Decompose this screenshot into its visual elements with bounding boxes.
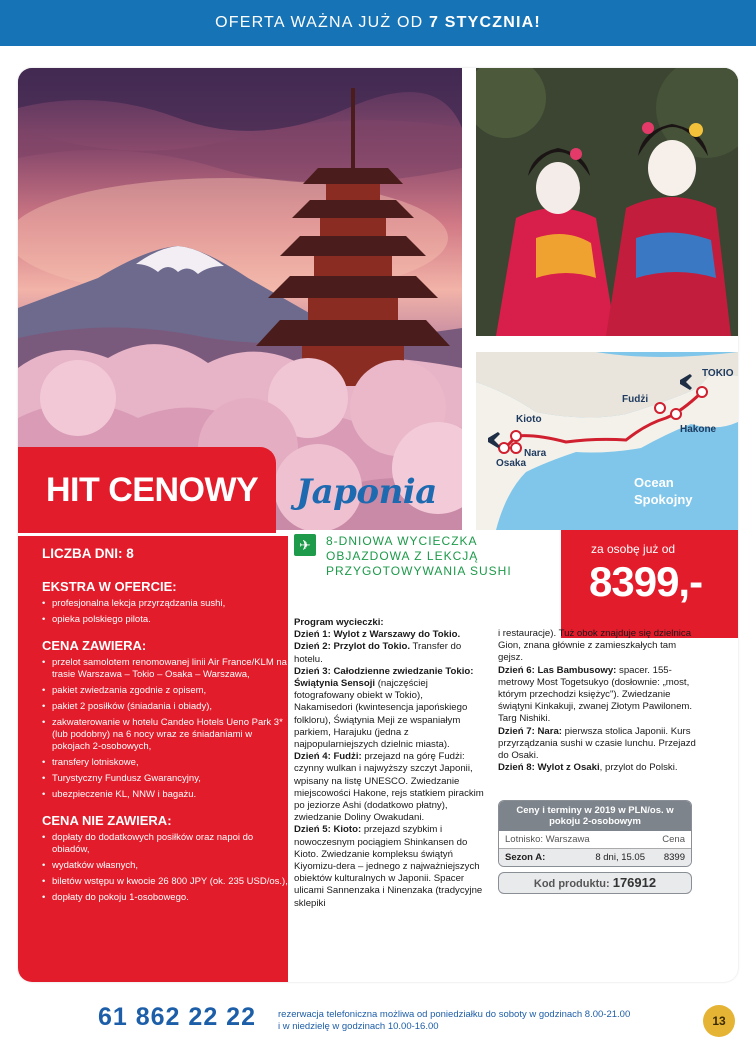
validity-banner — [0, 0, 756, 46]
route-map — [476, 352, 738, 530]
days-count: LICZBA DNI: 8 — [42, 546, 134, 561]
price-terms-table — [498, 800, 692, 867]
terms-duration: 8 dni, 15.05 — [595, 852, 645, 863]
terms-season: Sezon A: — [505, 852, 546, 863]
list-item: • dopłaty do pokoju 1-osobowego. — [42, 892, 288, 904]
list-item: • biletów wstępu w kwocie 26 800 JPY (ok. 235 USD/os.), — [42, 876, 288, 888]
map-city-hakone: Hakone — [680, 424, 717, 435]
list-item: • przelot samolotem renomowanej linii Air France/KLM na trasie Warszawa – Tokio – Osaka – Warszawa, — [42, 657, 288, 681]
list-item: • zakwaterowanie w hotelu Candeo Hotels Ueno Park 3* (lub podobny) na 6 nocy wraz ze śniadaniami w pokojach 2-osobowych, — [42, 717, 288, 753]
price-value: 8399,- — [589, 558, 703, 605]
program-day: Dzień 1: Wylot z Warszawy do Tokio. — [294, 629, 461, 641]
includes-list — [42, 657, 288, 801]
terms-title: Ceny i terminy w 2019 w PLN/os. w pokoju 2-osobowym — [499, 801, 691, 831]
program-heading: Program wycieczki: — [294, 617, 384, 628]
list-item: • transfery lotniskowe, — [42, 757, 288, 769]
page-number: 13 — [703, 1005, 735, 1037]
program-day: Dzień 6: Las Bambusowy: spacer. 155-metrowy Most Togetsukyo (dosłownie: „most, którym przechodzi księżyc"). Zwiedzanie świątyni Kinkakuji, zwanej Złotym Pawilonem. Targ Nishiki. — [498, 664, 693, 725]
terms-header-row — [499, 831, 691, 849]
list-item: • pakiet zwiedzania zgodnie z opisem, — [42, 685, 288, 697]
terms-airport: Lotnisko: Warszawa — [505, 834, 590, 845]
list-item: • opieka polskiego pilota. — [42, 614, 288, 626]
program-column-2 — [498, 628, 700, 774]
offer-details-panel — [18, 536, 288, 982]
program-day: Dzień 8: Wylot z Osaki, przylot do Polski. — [498, 762, 678, 774]
geisha-photo — [476, 68, 738, 336]
plane-icon: ✈ — [294, 534, 316, 556]
table-row — [499, 849, 691, 866]
program-day: Dzień 4: Fudżi: przejazd na górę Fudżi: czynny wulkan i najwyższy szczyt Japonii, wpisany na listę UNESCO. Zwiedzanie miejscowości Hakone, rejs statkiem pirackim po jeziorze Ashi (dodatkowo płatny), zwiedzanie Doliny Owakudani. — [294, 751, 484, 824]
map-city-kioto: Kioto — [516, 414, 542, 425]
list-item: • wydatków własnych, — [42, 860, 288, 872]
includes-heading: CENA ZAWIERA: — [42, 638, 147, 653]
program-day: i restauracje). Tuż obok znajduje się dzielnica Gion, znana głównie z zamieszkałych tam gejsz. — [498, 628, 692, 664]
program-column-1 — [294, 617, 484, 910]
price-label: za osobę już od — [591, 542, 676, 556]
list-item: • ubezpieczenie KL, NNW i bagażu. — [42, 789, 288, 801]
destination-title: Japonia — [296, 472, 437, 512]
banner-text: OFERTA WAŻNA JUŻ OD — [215, 14, 430, 31]
price-box — [561, 530, 738, 638]
terms-price-head: Cena — [662, 834, 685, 845]
terms-price: 8399 — [663, 852, 685, 863]
tour-type: 8-DNIOWA WYCIECZKA OBJAZDOWA Z LEKCJĄ PRZYGOTOWYWANIA SUSHI — [326, 534, 512, 578]
map-ocean-label: Ocean Spokojny — [634, 475, 693, 507]
extra-heading: EKSTRA W OFERCIE: — [42, 579, 177, 594]
hit-price-badge: HIT CENOWY — [18, 447, 276, 533]
banner-date: 7 STYCZNIA! — [429, 14, 541, 31]
map-city-fudzi: Fudżi — [622, 394, 649, 405]
program-day: Dzień 7: Nara: pierwsza stolica Japonii. Kurs przyrządzania sushi w czasie lunchu. Przejazd do Osaki. — [498, 725, 696, 762]
list-item: • Turystyczny Fundusz Gwarancyjny, — [42, 773, 288, 785]
list-item: • pakiet 2 posiłków (śniadania i obiady), — [42, 701, 288, 713]
excludes-heading: CENA NIE ZAWIERA: — [42, 813, 172, 828]
map-city-osaka: Osaka — [496, 458, 527, 469]
list-item: • profesjonalna lekcja przyrządzania sushi, — [42, 598, 288, 610]
list-item: • dopłaty do dodatkowych posiłków oraz napoi do obiadów, — [42, 832, 288, 856]
excludes-list — [42, 832, 288, 904]
program-day: Dzień 2: Przylot do Tokio. Transfer do hotelu. — [294, 641, 462, 665]
reservation-hours: rezerwacja telefoniczna możliwa od poniedziałku do soboty w godzinach 8.00-21.00 i w niedzielę w godzinach 10.00-16.00 — [278, 1009, 631, 1032]
program-day: Dzień 3: Całodzienne zwiedzanie Tokio: Świątynia Sensoji (najczęściej fotografowany obiekt w Tokio), Nakamisedori (kwintesencja japońskiego folkloru), Świątynia Meji ze wspaniałym parkiem, Harajuku (jedna z najpopularniejszych dzielnic miasta). — [294, 665, 474, 751]
product-code: Kod produktu: 176912 — [498, 872, 692, 894]
map-city-tokio: TOKIO — [702, 368, 734, 379]
map-city-nara: Nara — [524, 448, 547, 459]
extra-list — [42, 598, 288, 626]
program-day: Dzień 5: Kioto: przejazd szybkim i nowoczesnym pociągiem Shinkansen do Kioto. Zwiedzanie kompleksu świątyń Kiyomizu-dera – jednego z najważniejszych obiektów kulturalnych w Japonii. Spacer ulicami Sannenzaka i Ninenzaka (tradycyjne sklepiki — [294, 824, 483, 909]
phone-number[interactable]: 61 862 22 22 — [98, 1003, 256, 1031]
